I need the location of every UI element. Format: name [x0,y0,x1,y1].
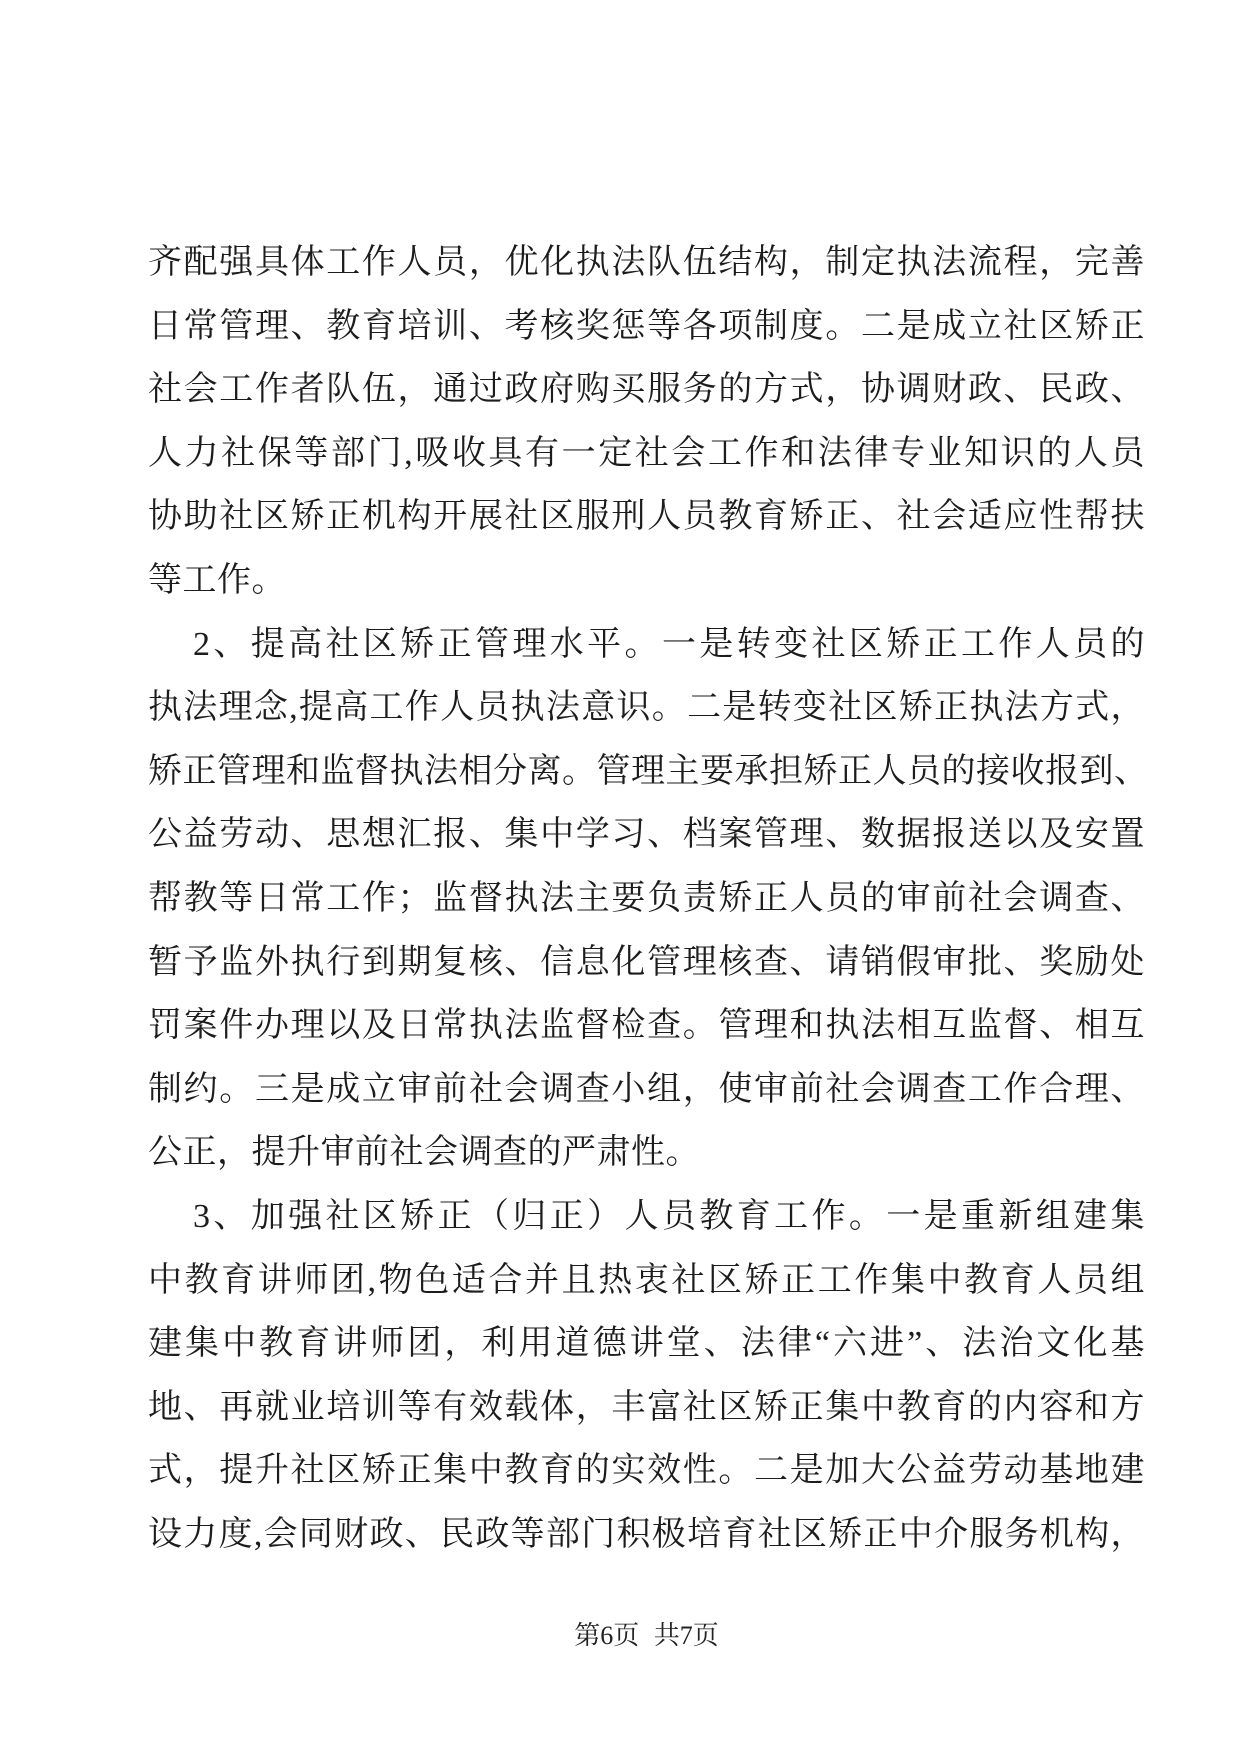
text-line: 制约。三是成立审前社会调查小组，使审前社会调查工作合理、 [148,1070,1145,1108]
text-line: 设力度,会同财政、民政等部门积极培育社区矫正中介服务机构， [148,1515,1145,1553]
text-line: 协助社区矫正机构开展社区服刑人员教育矫正、社会适应性帮扶 [148,498,1145,536]
paragraph-start-line: 3、加强社区矫正（归正）人员教育工作。一是重新组建集 [193,1197,1145,1235]
document-body [148,231,1149,1566]
text-line: 矫正管理和监督执法相分离。管理主要承担矫正人员的接收报到、 [148,752,1149,790]
text-line: 式，提升社区矫正集中教育的实效性。二是加大公益劳动基地建 [148,1452,1145,1490]
paragraph-start-line: 2、提高社区矫正管理水平。一是转变社区矫正工作人员的 [193,625,1145,663]
paragraph-end-line: 公正，提升审前社会调查的严肃性。 [148,1134,700,1172]
text-line: 公益劳动、思想汇报、集中学习、档案管理、数据报送以及安置 [148,816,1145,854]
text-line: 罚案件办理以及日常执法监督检查。管理和执法相互监督、相互 [148,1007,1145,1045]
text-line: 执法理念,提高工作人员执法意识。二是转变社区矫正执法方式， [148,689,1145,727]
text-line: 建集中教育讲师团，利用道德讲堂、法律“六进”、法治文化基 [148,1325,1145,1363]
page-number-footer: 第6页 共7页 [574,1621,719,1650]
text-line: 社会工作者队伍，通过政府购买服务的方式，协调财政、民政、 [148,371,1145,409]
text-line: 帮教等日常工作；监督执法主要负责矫正人员的审前社会调查、 [148,879,1145,917]
text-line: 齐配强具体工作人员，优化执法队伍结构，制定执法流程，完善 [148,244,1145,281]
text-line: 地、再就业培训等有效载体，丰富社区矫正集中教育的内容和方 [148,1388,1145,1426]
text-line: 人力社保等部门,吸收具有一定社会工作和法律专业知识的人员 [148,434,1145,472]
text-line: 暂予监外执行到期复核、信息化管理核查、请销假审批、奖励处 [148,943,1145,981]
text-line: 中教育讲师团,物色适合并且热衷社区矫正工作集中教育人员组 [148,1261,1145,1299]
paragraph-end-line: 等工作。 [148,561,286,599]
text-line: 日常管理、教育培训、考核奖惩等各项制度。二是成立社区矫正 [148,307,1145,345]
